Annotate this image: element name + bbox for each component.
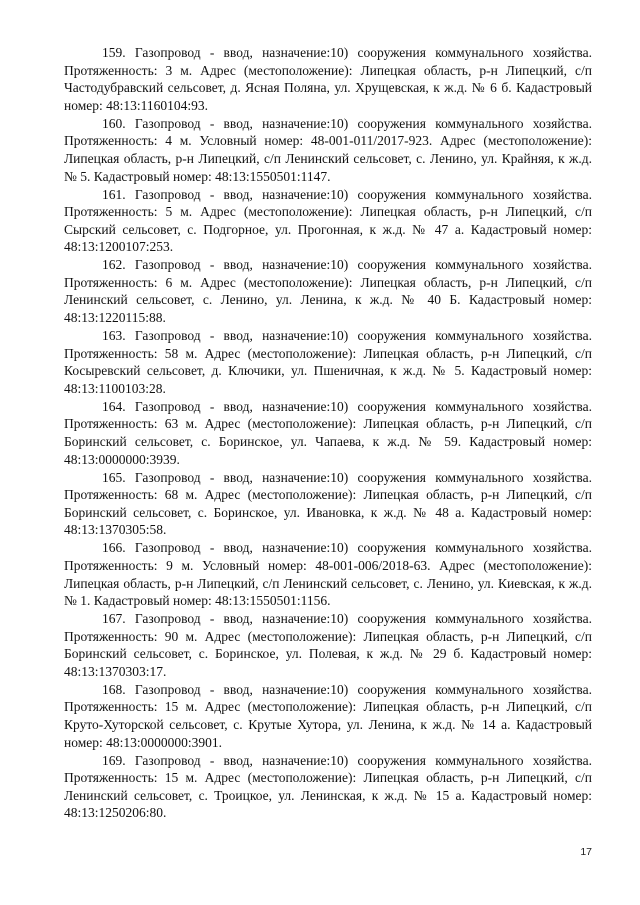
page-number: 17 xyxy=(580,846,592,858)
entry-162 xyxy=(64,256,592,326)
entry-text: Газопровод - ввод, назначение:10) сооружения коммунального хозяйства. Протяженность: 58 м. Адрес (местоположение): Липецкая область, р-н Липецкий, с/п Косыревский сельсовет, д. Ключики, ул. Пшеничная, к ж.д. № 5. Кадастровый номер: 48:13:1100103:28. xyxy=(64,328,592,396)
entry-text: Газопровод - ввод, назначение:10) сооружения коммунального хозяйства. Протяженность: 5 м. Адрес (местоположение): Липецкая область, р-н Липецкий, с/п Сырский сельсовет, с. Подгорное, ул. Прогонная, к ж.д. № 47 а. Кадастровый номер: 48:13:1200107:253. xyxy=(64,186,592,255)
entry-number: 159. xyxy=(102,45,126,60)
entry-number: 167. xyxy=(102,611,126,627)
entry-165 xyxy=(64,469,592,539)
entry-number: 165. xyxy=(102,469,126,485)
entry-number: 163. xyxy=(102,328,126,344)
entry-number: 166. xyxy=(102,540,126,556)
entry-text: Газопровод - ввод, назначение:10) сооружения коммунального хозяйства. Протяженность: 4 м. Условный номер: 48-001-011/2017-923. Адрес (местоположение): Липецкая область, р-н Липецкий, с/п Ленинский сельсовет, с. Ленино, ул. Крайняя, к ж.д. № 5. Кадастровый номер: 48:13:1550501:1147. xyxy=(64,115,592,184)
entry-text: Газопровод - ввод, назначение:10) сооружения коммунального хозяйства. Протяженность: 15 м. Адрес (местоположение): Липецкая область, р-н Липецкий, с/п Ленинский сельсовет, с. Троицкое, ул. Ленинская, к ж.д. № 15 а. Кадастровый номер: 48:13:1250206:80. xyxy=(64,752,592,821)
entry-number: 168. xyxy=(102,681,126,697)
entry-169 xyxy=(64,752,592,822)
entry-number: 169. xyxy=(102,752,126,768)
entry-number: 160. xyxy=(102,115,126,131)
entry-166 xyxy=(64,539,592,609)
entry-number: 164. xyxy=(102,398,126,414)
entry-164 xyxy=(64,398,592,468)
entry-159 xyxy=(64,44,592,114)
entry-160 xyxy=(64,115,592,185)
entry-text: Газопровод - ввод, назначение:10) сооружения коммунального хозяйства. Протяженность: 90 м. Адрес (местоположение): Липецкая область, р-н Липецкий, с/п Боринский сельсовет, с. Боринское, ул. Полевая, к ж.д. № 29 б. Кадастровый номер: 48:13:1370303:17. xyxy=(64,611,592,679)
entry-text: Газопровод - ввод, назначение:10) сооружения коммунального хозяйства. Протяженность: 15 м. Адрес (местоположение): Липецкая область, р-н Липецкий, с/п Круто-Хуторской сельсовет, с. Крутые Хутора, ул. Ленина, к ж.д. № 14 а. Кадастровый номер: 48:13:0000000:3901. xyxy=(64,681,592,750)
entry-163 xyxy=(64,327,592,397)
entry-text: Газопровод - ввод, назначение:10) сооружения коммунального хозяйства. Протяженность: 3 м. Адрес (местоположение): Липецкая область, р-н Липецкий, с/п Частодубравский сельсовет, д. Ясная Поляна, ул. Хрущевская, к ж.д. № 6 б. Кадастровый номер: 48:13:1160104:93. xyxy=(64,45,592,113)
entry-text: Газопровод - ввод, назначение:10) сооружения коммунального хозяйства. Протяженность: 63 м. Адрес (местоположение): Липецкая область, р-н Липецкий, с/п Боринский сельсовет, с. Боринское, ул. Чапаева, к ж.д. № 59. Кадастровый номер: 48:13:0000000:3939. xyxy=(64,398,592,467)
entry-number: 161. xyxy=(102,186,126,202)
entry-168 xyxy=(64,681,592,751)
document-body xyxy=(64,44,592,822)
entry-161 xyxy=(64,186,592,256)
entry-text: Газопровод - ввод, назначение:10) сооружения коммунального хозяйства. Протяженность: 68 м. Адрес (местоположение): Липецкая область, р-н Липецкий, с/п Боринский сельсовет, с. Боринское, ул. Ивановка, к ж.д. № 48 а. Кадастровый номер: 48:13:1370305:58. xyxy=(64,469,592,538)
entry-167 xyxy=(64,610,592,680)
entry-number: 162. xyxy=(102,257,126,273)
entry-text: Газопровод - ввод, назначение:10) сооружения коммунального хозяйства. Протяженность: 9 м. Условный номер: 48-001-006/2018-63. Адрес (местоположение): Липецкая область, р-н Липецкий, с/п Ленинский сельсовет, с. Ленино, ул. Киевская, к ж.д. № 1. Кадастровый номер: 48:13:1550501:1156. xyxy=(64,540,592,609)
entry-text: Газопровод - ввод, назначение:10) сооружения коммунального хозяйства. Протяженность: 6 м. Адрес (местоположение): Липецкая область, р-н Липецкий, с/п Ленинский сельсовет, с. Ленино, ул. Ленина, к ж.д. № 40 Б. Кадастровый номер: 48:13:1220115:88. xyxy=(64,257,592,326)
